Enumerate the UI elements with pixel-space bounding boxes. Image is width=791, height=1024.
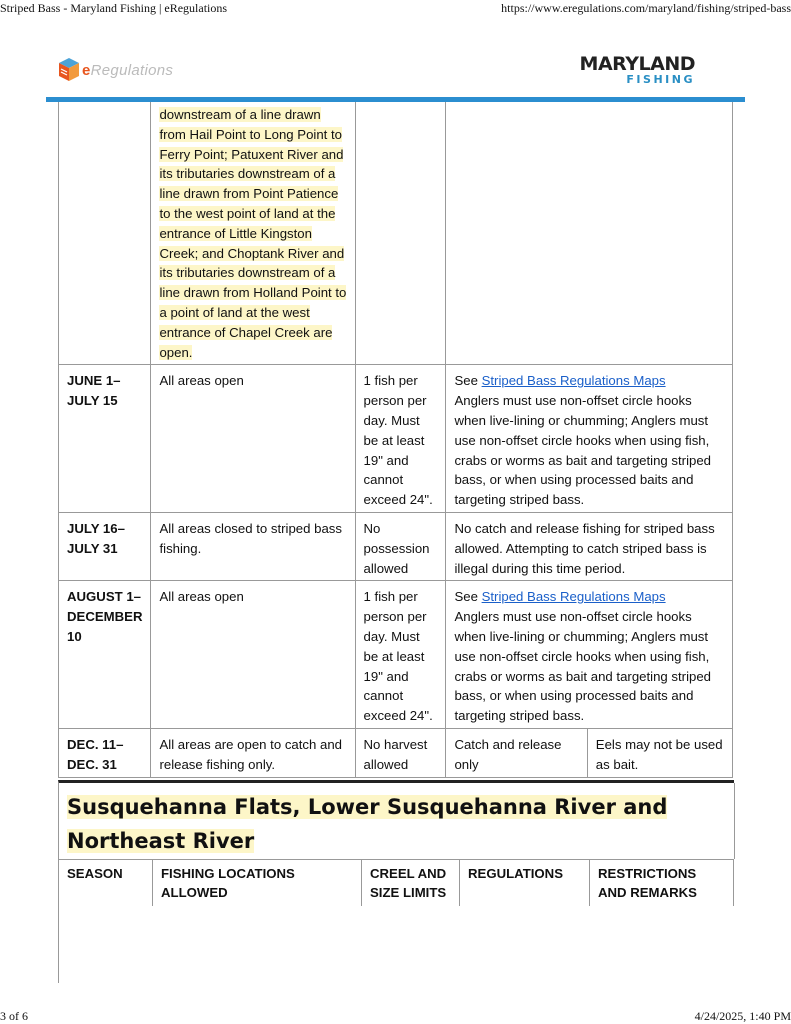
creel-cell: No harvest allowed [355,728,446,777]
season-cell: JULY 16– JULY 31 [59,512,151,580]
table-header-row [59,859,734,906]
site-header [46,40,745,100]
regulations-cell: Catch and release only [446,728,587,777]
section-border [734,783,735,859]
creel-cell: 1 fish per person per day. Must be at least 19" and cannot exceed 24". [355,365,446,513]
season-cell: JUNE 1– JULY 15 [59,365,151,513]
cube-logo-icon [58,57,80,83]
regulations-maps-link[interactable]: Striped Bass Regulations Maps [481,589,666,605]
table-row [59,581,733,729]
season-cell: AUGUST 1– DECEMBER 10 [59,581,151,729]
see-text: See [454,589,482,605]
column-header-remarks: RESTRICTIONS AND REMARKS [589,860,733,906]
maryland-fishing-logo[interactable] [580,54,695,86]
logo-regulations: Regulations [90,61,174,79]
section-title [67,790,722,858]
locations-cell: All areas open [151,365,355,513]
print-datetime: 4/24/2025, 1:40 PM [694,1009,791,1023]
regulations-maps-link[interactable]: Striped Bass Regulations Maps [481,373,666,389]
regulations-text: Anglers must use non-offset circle hooks when live-lining or chumming; Anglers must use non-offset circle hooks when using fish, crabs or worms as bait and targeting striped bass, or when using processed baits and targeting striped bass. [454,609,711,724]
column-header-creel: CREEL AND SIZE LIMITS [361,860,459,906]
locations-cell: All areas closed to striped bass fishing. [151,512,355,580]
locations-cell: All areas open [151,581,355,729]
creel-cell [355,102,446,365]
regulations-table [58,102,733,778]
season-cell [59,102,151,365]
creel-cell: 1 fish per person per day. Must be at least 19" and cannot exceed 24". [355,581,446,729]
logo-fishing: FISHING [626,73,695,86]
remarks-cell: Eels may not be used as bait. [587,728,732,777]
creel-cell: No possession allowed [355,512,446,580]
regulations-cell [446,102,733,365]
column-header-locations: FISHING LOCATIONS ALLOWED [152,860,361,906]
locations-text: downstream of a line drawn from Hail Point to Long Point to Ferry Point; Patuxent River and its tributaries downstream of a line drawn from Point Patience to the west point of land at the entrance of Little Kingston Creek; and Choptank River and its tributaries downstream of a line drawn from Holland Point to a point of land at the west entrance of Chapel Creek are open. [159,107,347,360]
regulations-text: Anglers must use non-offset circle hooks when live-lining or chumming; Anglers must use non-offset circle hooks when using fish, crabs or worms as bait and targeting striped bass, or when using processed baits and targeting striped bass. [454,393,711,508]
season-cell: DEC. 11– DEC. 31 [59,728,151,777]
locations-cell [151,102,355,365]
susquehanna-section [58,780,734,983]
print-header [0,0,791,16]
table-row [59,728,733,777]
column-header-regulations: REGULATIONS [459,860,589,906]
table-row [59,102,733,365]
print-page-number: 3 of 6 [0,1009,28,1023]
regulations-cell: No catch and release fishing for striped bass allowed. Attempting to catch striped bass is illegal during this time period. [446,512,733,580]
column-header-season: SEASON [67,866,123,881]
logo-e: e [82,61,91,79]
regulations-cell [446,581,733,729]
regulations-cell [446,365,733,513]
logo-maryland: MARYLAND [579,53,695,75]
print-url[interactable]: https://www.eregulations.com/maryland/fishing/striped-bass [501,1,791,15]
locations-cell: All areas are open to catch and release fishing only. [151,728,355,777]
print-page-title: Striped Bass - Maryland Fishing | eRegulations [0,1,228,15]
print-footer [0,1009,791,1024]
eregulations-logo[interactable] [58,57,173,83]
section-title-text: Susquehanna Flats, Lower Susquehanna River and Northeast River [67,795,668,853]
table-row [59,365,733,513]
table-row [59,512,733,580]
see-text: See [454,373,482,389]
